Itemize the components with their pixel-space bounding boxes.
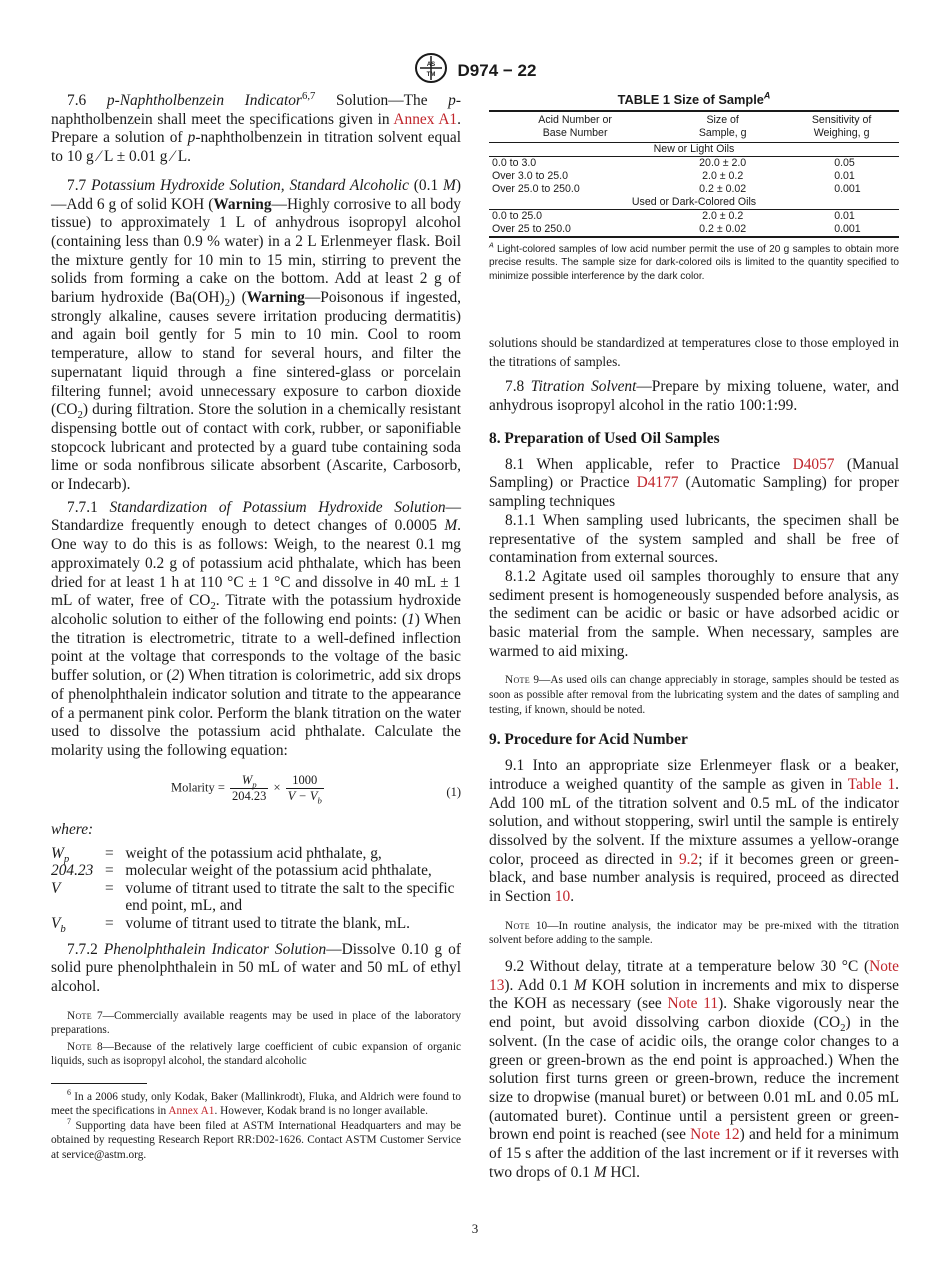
footnote-7: $^7$ Supporting data have been filed at ASTM International Headquarters and may be obtained by requesting Research Report RR:D02-1626. Contact ASTM Customer Service at service@astm.org.	[51, 1117, 461, 1161]
where-row: V = volume of titrant used to titrate the salt to the specific end point, mL, and	[51, 879, 455, 915]
section-7-6: 7.6 p-Naphtholbenzein Indicator$^{6,7}$ Solution—The p-naphtholbenzein shall meet the specifications given in Annex A1. Prepare a solution of p-naphtholbenzein in titration solvent equal to 10 g ⁄ L ± 0.01 g ⁄ L.	[51, 89, 461, 166]
where-row: $W_p$ = weight of the potassium acid phthalate, g,	[51, 844, 382, 865]
note-10: Note 10—In routine analysis, the indicator may be pre-mixed with the titration solvent before adding to the sample.	[489, 919, 899, 947]
section-8-1: 8.1 When applicable, refer to Practice D4057 (Manual Sampling) or Practice D4177 (Automatic Sampling) for proper sampling techniques	[489, 455, 899, 511]
d4057-link[interactable]: D4057	[792, 455, 835, 473]
left-column	[51, 89, 461, 1162]
right-column	[489, 92, 899, 1182]
section-7-7-2: 7.7.2 Phenolphthalein Indicator Solution—Dissolve 0.10 g of solid pure phenolphthalein in 50 mL of water and 50 mL of ethyl alcohol.	[51, 940, 461, 995]
d4177-link[interactable]: D4177	[636, 474, 679, 492]
note-13-link[interactable]: Note 13	[489, 958, 899, 994]
section-8-heading: 8. Preparation of Used Oil Samples	[489, 429, 720, 447]
molarity-equation: Molarity = $\frac{W_p}{204.23}$ × $\frac{1000}{V - V_b}$ (1)	[171, 772, 461, 806]
note-9: Note 9—As used oils can change appreciably in storage, samples should be tested as soon as possible after removal from the lubricating system and the dates of sampling and testing, if known, should be noted.	[489, 674, 899, 716]
document-id: D974 − 22	[457, 60, 537, 80]
table-1-link[interactable]: Table 1	[847, 775, 896, 793]
page-header	[0, 52, 950, 88]
astm-logo-icon	[414, 52, 448, 89]
svg-text:AS: AS	[426, 62, 435, 68]
section-9-1: 9.1 Into an appropriate size Erlenmeyer flask or a beaker, introduce a weighed quantity of the sample as given in Table 1. Add 100 mL of the titration solvent and 0.5 mL of the indicator solution, and without stoppering, swirl until the sample is entirely dissolved by the solvent. If the mixture assumes a yellow-orange color, proceed as directed in 9.2; if it becomes green or green-black, and base number analysis is required, proceed as directed in Section 10.	[489, 757, 899, 906]
where-definitions	[51, 844, 461, 936]
table-row: Over 3.0 to 25.0 2.0 ± 0.2 0.01	[492, 170, 855, 182]
column-header-sample-size: Size of Sample, g	[661, 111, 784, 143]
note-12-link[interactable]: Note 12	[690, 1126, 740, 1144]
where-row: $V_b$ = volume of titrant used to titrate the blank, mL.	[51, 914, 410, 936]
table-1-title: TABLE 1 Size of Sample$^A$	[617, 90, 771, 107]
table-row: 0.0 to 3.0 20.0 ± 2.0 0.05	[492, 157, 855, 169]
section-7-7-1: 7.7.1 Standardization of Potassium Hydroxide Solution—Standardize frequently enough to detect changes of 0.0005 M. One way to do this is as follows: Weigh, to the nearest 0.1 mg approximately 0.2 g of potassium acid phthalate, which has been dried for at least 1 h at 110 °C ± 1 °C and dissolve in 40 mL ± 1 mL of water, free of $CO_2$. Titrate with the potassium hydroxide alcoholic solution to either of the following end points: (1) When the titration is electrometric, titrate to a well-defined inflection point at the voltage that corresponds to the voltage of the basic buffer solution, or (2) When titration is colorimetric, add six drops of phenolphthalein indicator solution and titrate to the appearance of a permanent pink color. Perform the blank titration on the water used to dissolve the potassium acid phthalate. Calculate the molarity using the following equation:	[51, 498, 461, 759]
table-1	[489, 110, 899, 238]
footnote-divider	[51, 1083, 147, 1084]
annex-a1-link[interactable]: Annex A1	[393, 110, 458, 128]
section-7-8: 7.8 Titration Solvent—Prepare by mixing toluene, water, and anhydrous isopropyl alcohol in the ratio 100:1:99.	[489, 378, 899, 414]
table-group-row: New or Light Oils	[489, 143, 899, 157]
table-row: 0.0 to 25.0 2.0 ± 0.2 0.01	[492, 210, 855, 222]
table-row: Over 25.0 to 250.0 0.2 ± 0.02 0.001	[492, 183, 861, 195]
svg-text:TM: TM	[426, 72, 435, 78]
page-number: 3	[471, 1221, 479, 1236]
section-8-1-2: 8.1.2 Agitate used oil samples thoroughly to ensure that any sediment present is homogeneously suspended before analysis, as the sediment can be acidic or basic or have adsorbed acidic or basic material from the sample. When necessary, samples are warmed to aid mixing.	[489, 567, 899, 660]
continued-text: solutions should be standardized at temperatures close to those employed in the titrations of samples.	[489, 334, 899, 369]
section-7-7: 7.7 Potassium Hydroxide Solution, Standard Alcoholic (0.1 M)—Add 6 g of solid KOH (Warning—Highly corrosive to all body tissue) to approximately 1 L of anhydrous isopropyl alcohol (containing less than 0.9 % water) in a 2 L Erlenmeyer flask. Boil the mixture gently for 10 min to 15 min, stirring to prevent the solids from forming a cake on the bottom. Add at least 2 g of barium hydroxide $(Ba(OH)_2)$ (Warning—Poisonous if ingested, strongly alkaline, causes severe irritation producing dermatitis) and again boil gently for 5 min to 10 min. Cool to room temperature, allow to stand for several hours, and filter the supernatant liquid through a fine sintered-glass or porcelain filtering funnel; avoid unnecessary exposure to carbon dioxide $(CO_2)$ during filtration. Store the solution in a chemically resistant dispensing bottle out of contact with cork, rubber, or saponifiable stopcock lubricant and protected by a guard tube containing soda lime or soda nonfibrous silicate absorbent (Ascarite, Carbosorb, or Indecarb).	[51, 176, 461, 494]
where-row: 204.23 = molecular weight of the potassium acid phthalate,	[51, 862, 432, 880]
annex-a1-footnote-link[interactable]: Annex A1	[168, 1105, 215, 1118]
note-7: Note 7—Commercially available reagents may be used in place of the laboratory preparations.	[51, 1009, 461, 1037]
section-10-link[interactable]: 10	[554, 888, 571, 906]
column-header-acid-number: Acid Number or Base Number	[489, 111, 661, 143]
footnote-6: $^6$ In a 2006 study, only Kodak, Baker (Mallinkrodt), Fluka, and Aldrich were found to meet the specifications in Annex A1. However, Kodak brand is no longer available.	[51, 1088, 461, 1118]
equation-number: (1)	[446, 784, 461, 799]
section-9-2: 9.2 Without delay, titrate at a temperature below 30 °C (Note 13). Add 0.1 M KOH solution in increments and mix to disperse the KOH as necessary (see Note 11). Shake vigorously near the end point, but avoid dissolving carbon dioxide $(CO_2)$ in the solvent. (In the case of acidic oils, the orange color changes to a green or green-brown as the end point is approached.) When the solution first turns green or green-brown, reduce the increment size to dropwise (manual buret) or between 0.01 mL and 0.05 mL (automated buret). Continue until a persistent green or green-brown end point is reached (see Note 12) and held for a minimum of 15 s after the addition of the last increment or if it reverses with two drops of 0.1 M HCl.	[489, 958, 900, 1181]
section-9-2-link[interactable]: 9.2	[678, 850, 699, 868]
note-8: Note 8—Because of the relatively large coefficient of cubic expansion of organic liquids, such as isopropyl alcohol, the standard alcoholic	[51, 1040, 461, 1068]
section-9-heading: 9. Procedure for Acid Number	[489, 731, 688, 749]
column-header-sensitivity: Sensitivity of Weighing, g	[784, 111, 899, 143]
note-11-link[interactable]: Note 11	[667, 995, 719, 1013]
table-row: Over 25 to 250.0 0.2 ± 0.02 0.001	[489, 223, 899, 237]
section-8-1-1: 8.1.1 When sampling used lubricants, the specimen shall be representative of the system sampled and shall be free of contamination from external sources.	[489, 511, 899, 567]
where-label: where:	[51, 820, 94, 838]
table-group-row: Used or Dark-Colored Oils	[489, 196, 899, 210]
table-1-footnote: $^A$ Light-colored samples of low acid number permit the use of 20 g samples to obtain more precise results. The sample size for dark-colored oils is limited to the quantity specified to minimize possible interference by the dark color.	[489, 242, 899, 282]
